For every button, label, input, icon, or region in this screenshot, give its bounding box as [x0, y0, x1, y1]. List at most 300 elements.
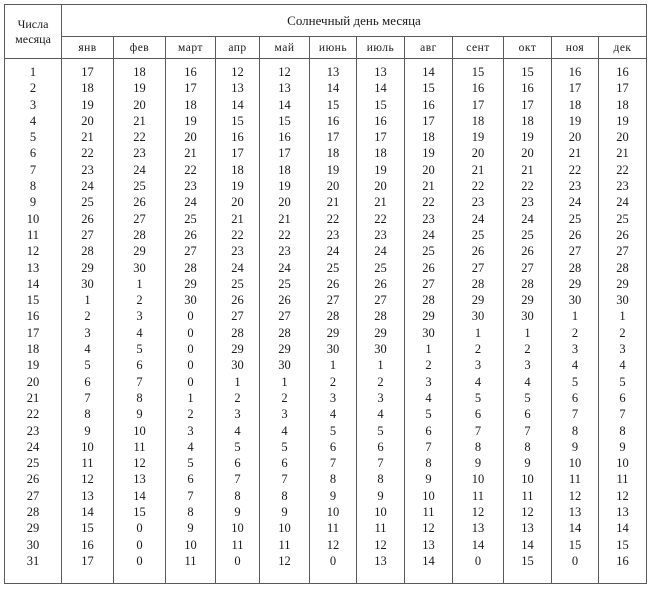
table-row	[5, 357, 647, 373]
solar-day-cell: 4	[552, 357, 599, 373]
solar-day-cell: 5	[599, 374, 647, 390]
solar-day-cell: 5	[114, 341, 166, 357]
solar-day-cell: 27	[166, 243, 216, 259]
table-row	[5, 455, 647, 471]
solar-day-cell: 15	[114, 504, 166, 520]
solar-day-cell: 22	[216, 227, 260, 243]
solar-day-cell: 17	[357, 129, 405, 145]
solar-day-cell: 22	[552, 162, 599, 178]
solar-day-cell: 28	[405, 292, 453, 308]
solar-day-cell: 28	[260, 325, 310, 341]
solar-day-cell: 28	[166, 260, 216, 276]
solar-day-cell: 22	[114, 129, 166, 145]
solar-day-cell: 10	[357, 504, 405, 520]
table-row	[5, 308, 647, 324]
solar-day-cell: 1	[216, 374, 260, 390]
day-number-cell: 17	[5, 325, 62, 341]
solar-day-cell: 16	[260, 129, 310, 145]
day-number-header-line1: Числа	[17, 16, 49, 31]
solar-day-cell: 29	[166, 276, 216, 292]
solar-day-cell: 6	[114, 357, 166, 373]
solar-day-cell: 27	[599, 243, 647, 259]
solar-day-cell: 30	[357, 341, 405, 357]
solar-day-cell: 6	[599, 390, 647, 406]
day-number-cell: 30	[5, 537, 62, 553]
solar-day-cell: 14	[357, 80, 405, 96]
solar-day-cell: 13	[260, 80, 310, 96]
day-number-cell: 18	[5, 341, 62, 357]
solar-day-cell: 3	[552, 341, 599, 357]
day-number-cell: 28	[5, 504, 62, 520]
solar-day-cell: 5	[357, 423, 405, 439]
solar-day-cell: 30	[114, 260, 166, 276]
solar-day-cell: 17	[405, 113, 453, 129]
solar-day-cell: 17	[310, 129, 357, 145]
solar-day-cell: 11	[216, 537, 260, 553]
solar-day-cell: 30	[552, 292, 599, 308]
solar-day-cell: 17	[216, 145, 260, 161]
solar-day-cell: 4	[310, 406, 357, 422]
table-row	[5, 325, 647, 341]
solar-day-cell: 12	[357, 537, 405, 553]
solar-day-cell: 13	[357, 553, 405, 584]
table-row	[5, 211, 647, 227]
solar-day-cell: 8	[552, 423, 599, 439]
solar-day-cell: 28	[310, 308, 357, 324]
solar-day-cell: 22	[405, 194, 453, 210]
solar-day-cell: 28	[453, 276, 504, 292]
solar-day-cell: 14	[310, 80, 357, 96]
solar-day-cell: 1	[62, 292, 114, 308]
solar-day-cell: 7	[114, 374, 166, 390]
solar-day-cell: 8	[453, 439, 504, 455]
solar-day-cell: 2	[114, 292, 166, 308]
solar-day-cell: 14	[114, 488, 166, 504]
solar-day-cell: 7	[405, 439, 453, 455]
solar-day-cell: 1	[260, 374, 310, 390]
solar-day-cell: 0	[453, 553, 504, 584]
solar-day-cell: 8	[216, 488, 260, 504]
table-row	[5, 129, 647, 145]
solar-day-cell: 9	[114, 406, 166, 422]
solar-day-cell: 10	[504, 471, 552, 487]
solar-day-cell: 30	[453, 308, 504, 324]
solar-day-cell: 9	[216, 504, 260, 520]
solar-day-cell: 17	[552, 80, 599, 96]
day-number-cell: 11	[5, 227, 62, 243]
solar-day-cell: 19	[216, 178, 260, 194]
solar-day-cell: 1	[114, 276, 166, 292]
day-number-cell: 15	[5, 292, 62, 308]
table-row	[5, 227, 647, 243]
solar-day-cell: 17	[599, 80, 647, 96]
solar-day-cell: 4	[166, 439, 216, 455]
table-row	[5, 423, 647, 439]
solar-day-cell: 10	[216, 520, 260, 536]
day-number-cell: 6	[5, 145, 62, 161]
solar-day-cell: 7	[453, 423, 504, 439]
solar-day-cell: 0	[166, 341, 216, 357]
solar-day-cell: 13	[599, 504, 647, 520]
solar-day-cell: 26	[216, 292, 260, 308]
table-row	[5, 260, 647, 276]
solar-day-cell: 30	[62, 276, 114, 292]
solar-day-cell: 8	[599, 423, 647, 439]
solar-day-cell: 6	[310, 439, 357, 455]
solar-day-cell: 3	[260, 406, 310, 422]
solar-day-cell: 19	[599, 113, 647, 129]
solar-day-cell: 30	[405, 325, 453, 341]
solar-day-cell: 11	[504, 488, 552, 504]
solar-day-cell: 9	[310, 488, 357, 504]
solar-day-cell: 16	[405, 97, 453, 113]
solar-day-cell: 20	[504, 145, 552, 161]
solar-day-cell: 4	[405, 390, 453, 406]
solar-day-cell: 26	[114, 194, 166, 210]
solar-day-cell: 30	[504, 308, 552, 324]
solar-day-cell: 20	[216, 194, 260, 210]
solar-day-cell: 28	[357, 308, 405, 324]
solar-day-cell: 0	[114, 537, 166, 553]
solar-day-cell: 10	[114, 423, 166, 439]
solar-day-cell: 13	[552, 504, 599, 520]
solar-day-cell: 3	[310, 390, 357, 406]
solar-day-cell: 30	[166, 292, 216, 308]
solar-day-cell: 17	[166, 80, 216, 96]
solar-day-cell: 26	[260, 292, 310, 308]
solar-day-cell: 21	[357, 194, 405, 210]
solar-day-cell: 24	[357, 243, 405, 259]
solar-day-cell: 18	[552, 97, 599, 113]
solar-day-cell: 20	[552, 129, 599, 145]
solar-day-cell: 24	[599, 194, 647, 210]
solar-day-cell: 10	[62, 439, 114, 455]
solar-day-cell: 12	[260, 553, 310, 584]
solar-day-cell: 13	[357, 59, 405, 81]
day-number-cell: 9	[5, 194, 62, 210]
solar-day-cell: 4	[504, 374, 552, 390]
solar-day-cell: 2	[599, 325, 647, 341]
day-number-cell: 3	[5, 97, 62, 113]
solar-day-cell: 19	[552, 113, 599, 129]
solar-day-cell: 19	[114, 80, 166, 96]
solar-day-cell: 15	[260, 113, 310, 129]
solar-day-cell: 18	[216, 162, 260, 178]
table-row	[5, 243, 647, 259]
solar-day-cell: 13	[62, 488, 114, 504]
solar-day-cell: 15	[504, 59, 552, 81]
solar-day-cell: 14	[405, 553, 453, 584]
solar-day-cell: 25	[453, 227, 504, 243]
solar-day-cell: 18	[453, 113, 504, 129]
solar-day-cell: 0	[166, 357, 216, 373]
solar-day-cell: 19	[62, 97, 114, 113]
solar-day-cell: 2	[166, 406, 216, 422]
solar-day-cell: 11	[405, 504, 453, 520]
solar-day-cell: 23	[114, 145, 166, 161]
solar-day-cell: 16	[504, 80, 552, 96]
solar-day-cell: 3	[599, 341, 647, 357]
solar-day-cell: 12	[453, 504, 504, 520]
solar-day-cell: 21	[114, 113, 166, 129]
solar-day-cell: 5	[453, 390, 504, 406]
solar-day-cell: 7	[62, 390, 114, 406]
solar-day-cell: 4	[216, 423, 260, 439]
solar-day-cell: 28	[504, 276, 552, 292]
solar-day-cell: 8	[62, 406, 114, 422]
solar-day-cell: 21	[599, 145, 647, 161]
table-row	[5, 59, 647, 81]
solar-day-cell: 9	[405, 471, 453, 487]
solar-day-cell: 9	[552, 439, 599, 455]
solar-day-cell: 30	[599, 292, 647, 308]
day-number-cell: 25	[5, 455, 62, 471]
solar-day-cell: 23	[504, 194, 552, 210]
solar-day-cell: 8	[260, 488, 310, 504]
month-header: апр	[216, 37, 260, 59]
solar-day-cell: 30	[310, 341, 357, 357]
solar-day-cell: 0	[310, 553, 357, 584]
solar-day-cell: 2	[453, 341, 504, 357]
solar-day-cell: 2	[310, 374, 357, 390]
solar-day-cell: 8	[504, 439, 552, 455]
solar-day-cell: 12	[62, 471, 114, 487]
table-row	[5, 488, 647, 504]
solar-day-cell: 22	[310, 211, 357, 227]
solar-day-cell: 15	[599, 537, 647, 553]
solar-day-cell: 3	[216, 406, 260, 422]
solar-day-cell: 6	[552, 390, 599, 406]
solar-day-cell: 19	[310, 162, 357, 178]
solar-day-cell: 19	[504, 129, 552, 145]
solar-day-cell: 15	[216, 113, 260, 129]
solar-day-cell: 10	[260, 520, 310, 536]
table-row	[5, 145, 647, 161]
solar-day-cell: 28	[552, 260, 599, 276]
solar-day-cell: 1	[166, 390, 216, 406]
solar-day-cell: 20	[599, 129, 647, 145]
solar-day-cell: 16	[599, 59, 647, 81]
solar-day-cell: 21	[504, 162, 552, 178]
solar-day-cell: 23	[216, 243, 260, 259]
day-number-cell: 21	[5, 390, 62, 406]
solar-day-cell: 24	[453, 211, 504, 227]
solar-day-cell: 27	[357, 292, 405, 308]
solar-day-cell: 7	[216, 471, 260, 487]
solar-day-cell: 19	[453, 129, 504, 145]
solar-day-cell: 27	[216, 308, 260, 324]
solar-day-cell: 22	[453, 178, 504, 194]
solar-day-cell: 9	[260, 504, 310, 520]
solar-day-cell: 18	[357, 145, 405, 161]
solar-day-cell: 5	[405, 406, 453, 422]
solar-day-cell: 9	[62, 423, 114, 439]
solar-day-cell: 5	[216, 439, 260, 455]
solar-day-cell: 6	[453, 406, 504, 422]
solar-day-cell: 11	[453, 488, 504, 504]
solar-day-cell: 1	[552, 308, 599, 324]
solar-day-cell: 23	[405, 211, 453, 227]
solar-day-cell: 18	[62, 80, 114, 96]
day-number-cell: 13	[5, 260, 62, 276]
day-number-cell: 19	[5, 357, 62, 373]
solar-day-cell: 0	[166, 308, 216, 324]
solar-day-cell: 15	[62, 520, 114, 536]
solar-day-cell: 1	[310, 357, 357, 373]
solar-day-cell: 8	[405, 455, 453, 471]
solar-day-cell: 23	[166, 178, 216, 194]
solar-day-cell: 10	[599, 455, 647, 471]
solar-day-cell: 18	[310, 145, 357, 161]
table-row	[5, 374, 647, 390]
solar-day-cell: 0	[114, 553, 166, 584]
solar-day-cell: 14	[260, 97, 310, 113]
solar-day-cell: 19	[260, 178, 310, 194]
solar-day-cell: 9	[504, 455, 552, 471]
solar-day-cell: 14	[405, 59, 453, 81]
solar-day-cell: 27	[504, 260, 552, 276]
solar-day-cell: 25	[310, 260, 357, 276]
solar-day-cell: 25	[552, 211, 599, 227]
solar-day-cell: 21	[310, 194, 357, 210]
solar-day-cell: 20	[357, 178, 405, 194]
solar-day-cell: 29	[260, 341, 310, 357]
solar-day-cell: 4	[453, 374, 504, 390]
table-row	[5, 80, 647, 96]
solar-day-cell: 17	[504, 97, 552, 113]
solar-day-cell: 12	[310, 537, 357, 553]
solar-day-cell: 20	[166, 129, 216, 145]
table-row	[5, 553, 647, 584]
solar-day-cell: 27	[453, 260, 504, 276]
solar-day-cell: 20	[453, 145, 504, 161]
solar-day-cell: 0	[216, 553, 260, 584]
solar-day-cell: 23	[599, 178, 647, 194]
solar-day-cell: 29	[62, 260, 114, 276]
solar-day-cell: 9	[599, 439, 647, 455]
table-row	[5, 471, 647, 487]
solar-day-cell: 26	[552, 227, 599, 243]
solar-day-cell: 21	[216, 211, 260, 227]
table-row	[5, 162, 647, 178]
solar-day-cell: 25	[504, 227, 552, 243]
solar-day-cell: 29	[504, 292, 552, 308]
table-row	[5, 439, 647, 455]
solar-day-cell: 12	[504, 504, 552, 520]
day-number-cell: 2	[5, 80, 62, 96]
solar-day-cell: 23	[453, 194, 504, 210]
solar-day-cell: 29	[453, 292, 504, 308]
solar-day-cell: 21	[453, 162, 504, 178]
month-header: июнь	[310, 37, 357, 59]
solar-day-cell: 21	[166, 145, 216, 161]
solar-day-cell: 0	[114, 520, 166, 536]
day-number-cell: 14	[5, 276, 62, 292]
solar-day-cell: 10	[310, 504, 357, 520]
solar-day-cell: 22	[504, 178, 552, 194]
day-number-cell: 10	[5, 211, 62, 227]
month-header: март	[166, 37, 216, 59]
solar-day-cell: 11	[62, 455, 114, 471]
solar-day-cell: 10	[552, 455, 599, 471]
solar-day-cell: 29	[599, 276, 647, 292]
solar-day-cell: 20	[405, 162, 453, 178]
day-number-cell: 20	[5, 374, 62, 390]
solar-day-cell: 1	[357, 357, 405, 373]
solar-day-cell: 15	[552, 537, 599, 553]
solar-day-cell: 1	[599, 308, 647, 324]
solar-day-cell: 13	[453, 520, 504, 536]
solar-day-cell: 2	[405, 357, 453, 373]
solar-day-cell: 7	[552, 406, 599, 422]
solar-day-cell: 5	[552, 374, 599, 390]
month-header: янв	[62, 37, 114, 59]
solar-day-table	[4, 4, 647, 584]
solar-day-cell: 0	[552, 553, 599, 584]
solar-day-cell: 16	[310, 113, 357, 129]
table-row	[5, 194, 647, 210]
table-row	[5, 520, 647, 536]
solar-day-cell: 23	[62, 162, 114, 178]
solar-day-cell: 10	[405, 488, 453, 504]
solar-day-cell: 23	[552, 178, 599, 194]
solar-day-cell: 26	[62, 211, 114, 227]
solar-day-cell: 25	[260, 276, 310, 292]
solar-day-cell: 24	[310, 243, 357, 259]
solar-day-cell: 24	[62, 178, 114, 194]
solar-day-cell: 2	[552, 325, 599, 341]
month-header: окт	[504, 37, 552, 59]
solar-day-cell: 16	[453, 80, 504, 96]
solar-day-cell: 16	[552, 59, 599, 81]
solar-day-cell: 13	[216, 80, 260, 96]
solar-day-cell: 5	[260, 439, 310, 455]
solar-day-cell: 8	[310, 471, 357, 487]
solar-day-cell: 14	[504, 537, 552, 553]
solar-day-cell: 24	[504, 211, 552, 227]
solar-day-cell: 9	[453, 455, 504, 471]
solar-day-cell: 3	[166, 423, 216, 439]
solar-day-cell: 16	[62, 537, 114, 553]
table-row	[5, 292, 647, 308]
solar-day-cell: 26	[357, 276, 405, 292]
solar-day-cell: 7	[260, 471, 310, 487]
solar-day-cell: 29	[357, 325, 405, 341]
solar-day-cell: 15	[453, 59, 504, 81]
solar-day-cell: 6	[357, 439, 405, 455]
solar-day-cell: 24	[552, 194, 599, 210]
solar-day-cell: 22	[62, 145, 114, 161]
solar-day-cell: 8	[114, 390, 166, 406]
solar-day-cell: 13	[310, 59, 357, 81]
solar-day-cell: 9	[357, 488, 405, 504]
solar-day-cell: 7	[166, 488, 216, 504]
solar-day-cell: 15	[357, 97, 405, 113]
solar-day-cell: 18	[260, 162, 310, 178]
table-row	[5, 113, 647, 129]
solar-day-cell: 25	[405, 243, 453, 259]
table-row	[5, 537, 647, 553]
solar-day-cell: 2	[216, 390, 260, 406]
solar-day-cell: 8	[166, 504, 216, 520]
solar-day-cell: 4	[260, 423, 310, 439]
solar-day-cell: 23	[357, 227, 405, 243]
day-number-header-line2: месяца	[15, 31, 51, 46]
solar-day-cell: 7	[357, 455, 405, 471]
solar-day-cell: 11	[260, 537, 310, 553]
solar-day-cell: 11	[599, 471, 647, 487]
solar-day-cell: 20	[62, 113, 114, 129]
